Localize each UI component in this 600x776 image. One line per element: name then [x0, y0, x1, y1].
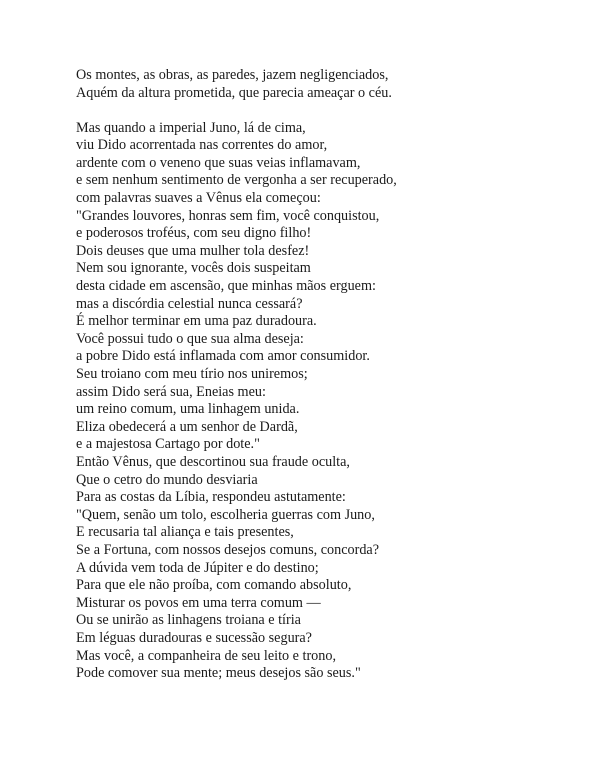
poem-line: Aquém da altura prometida, que parecia ameaçar o céu. — [76, 84, 392, 101]
poem-line: ardente com o veneno que suas veias inflamavam, — [76, 154, 361, 171]
poem-line: "Grandes louvores, honras sem fim, você conquistou, — [76, 207, 380, 224]
poem-line: Em léguas duradouras e sucessão segura? — [76, 629, 312, 646]
poem-line: e a majestosa Cartago por dote." — [76, 436, 260, 453]
poem-line: viu Dido acorrentada nas correntes do amor, — [76, 137, 328, 154]
poem-line: Que o cetro do mundo desviaria — [76, 471, 258, 488]
poem-line: Você possui tudo o que sua alma deseja: — [76, 330, 304, 347]
poem-line: Para que ele não proíba, com comando absoluto, — [76, 577, 352, 594]
poem-line: E recusaria tal aliança e tais presentes, — [76, 524, 294, 541]
poem-line: Misturar os povos em uma terra comum — — [76, 594, 321, 611]
poem-line: "Quem, senão um tolo, escolheria guerras com Juno, — [76, 506, 375, 523]
poem-line: Os montes, as obras, as paredes, jazem negligenciados, — [76, 67, 389, 83]
poem-line: e sem nenhum sentimento de vergonha a ser recuperado, — [76, 172, 397, 189]
poem-line: Seu troiano com meu tírio nos uniremos; — [76, 366, 308, 382]
poem-line: A dúvida vem toda de Júpiter e do destino; — [76, 559, 319, 576]
poem-line: Mas quando a imperial Juno, lá de cima, — [76, 119, 306, 136]
poem-stanza — [76, 120, 576, 683]
poem-line: Então Vênus, que descortinou sua fraude oculta, — [76, 453, 350, 470]
poem-line: desta cidade em ascensão, que minhas mãos erguem: — [76, 278, 376, 295]
poem-line: Ou se unirão as linhagens troiana e tíria — [76, 612, 301, 629]
poem-line: Mas você, a companheira de seu leito e trono, — [76, 647, 337, 664]
poem-line: Se a Fortuna, com nossos desejos comuns, concorda? — [76, 541, 380, 558]
poem-line: mas a discórdia celestial nunca cessará? — [76, 295, 303, 312]
poem-line: Dois deuses que uma mulher tola desfez! — [76, 242, 310, 259]
poem-line: Nem sou ignorante, vocês dois suspeitam — [76, 260, 311, 277]
poem-line: assim Dido será sua, Eneias meu: — [76, 383, 266, 400]
poem-line: É melhor terminar em uma paz duradoura. — [76, 313, 317, 330]
poem-text — [76, 67, 576, 683]
poem-line: Pode comover sua mente; meus desejos são seus." — [76, 665, 361, 682]
poem-line: e poderosos troféus, com seu digno filho! — [76, 225, 312, 242]
poem-stanza — [76, 67, 576, 102]
poem-line: com palavras suaves a Vênus ela começou: — [76, 190, 321, 207]
poem-line: um reino comum, uma linhagem unida. — [76, 401, 300, 418]
poem-line: a pobre Dido está inflamada com amor consumidor. — [76, 348, 370, 365]
poem-line: Eliza obedecerá a um senhor de Dardã, — [76, 418, 298, 435]
poem-line: Para as costas da Líbia, respondeu astutamente: — [76, 489, 346, 506]
